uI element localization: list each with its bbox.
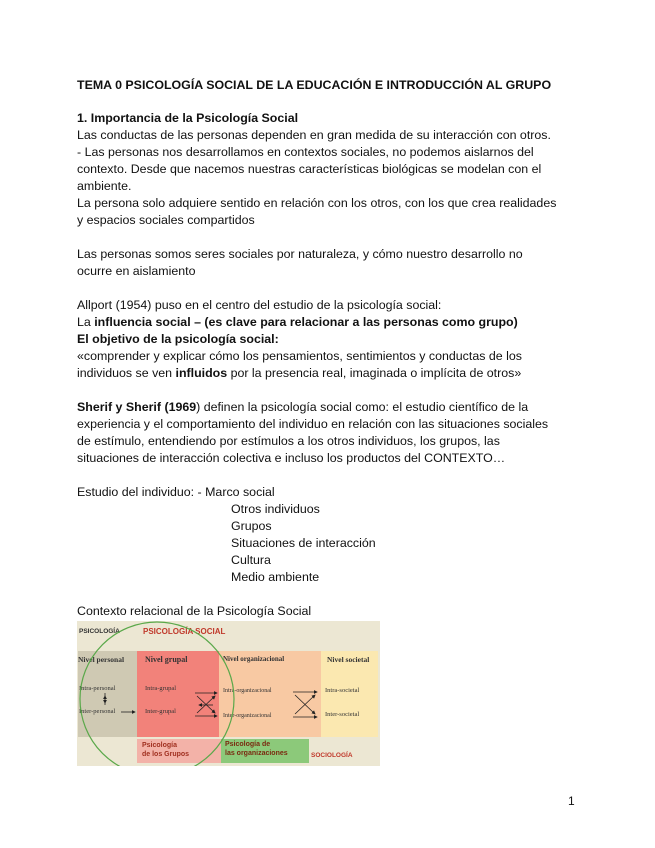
list-item: Cultura — [231, 553, 271, 567]
objective-heading: El objetivo de la psicología social: — [77, 332, 279, 346]
orgs-line1: Psicología de — [225, 741, 271, 748]
influence-bold: influencia social – (es clave para relacionar a las personas como grupo) — [94, 315, 518, 329]
list-item: Otros individuos — [231, 502, 320, 516]
level-grupal: Nivel grupal — [145, 655, 188, 664]
diagram-overlay — [77, 621, 380, 766]
paragraph-line: ocurre en aislamiento — [77, 264, 196, 278]
label-inter-organizacional: Inter-organizacional — [223, 713, 272, 719]
quote-pre: individuos se ven — [77, 366, 176, 380]
paragraph-line: situaciones de interacción colectiva e incluso los productos del CONTEXTO… — [77, 451, 506, 465]
influence-prefix: La — [77, 315, 95, 329]
orgs-line2: las organizaciones — [225, 750, 288, 757]
list-item: Situaciones de interacción — [231, 536, 376, 550]
label-inter-grupal: Inter-grupal — [145, 708, 176, 715]
quote-bold: influidos — [175, 366, 228, 380]
level-societal: Nivel societal — [327, 655, 370, 664]
label-inter-personal: Inter-personal — [79, 708, 116, 715]
allport-line: Allport (1954) puso en el centro del estudio de la psicología social: — [77, 298, 442, 312]
sherif-line — [77, 399, 528, 416]
label-intra-organizacional: Intra-organizacional — [223, 688, 272, 694]
list-item: Grupos — [231, 519, 272, 533]
paragraph-line: y espacios sociales compartidos — [77, 213, 255, 227]
paragraph-line: contexto. Desde que nacemos nuestras características biológicas se modelan con el — [77, 162, 542, 176]
quote-line — [77, 365, 521, 382]
label-sociologia: SOCIOLOGÍA — [311, 752, 353, 759]
paragraph-line: ambiente. — [77, 179, 132, 193]
label-intra-grupal: Intra-grupal — [145, 685, 177, 692]
figure-caption: Contexto relacional de la Psicología Social — [77, 604, 312, 618]
estudio-label: Estudio del individuo: - Marco social — [77, 485, 275, 499]
list-item: Medio ambiente — [231, 570, 320, 584]
paragraph-line: Las conductas de las personas dependen en gran medida de su interacción con otros. — [77, 128, 551, 142]
quote-post: por la presencia real, imaginada o implícita de otros» — [227, 366, 522, 380]
label-inter-societal: Inter-societal — [325, 711, 360, 718]
grupos-line1: Psicología — [142, 742, 178, 749]
label-psicologia-social: PSICOLOGÍA SOCIAL — [143, 627, 226, 636]
sherif-rest: ) definen la psicología social como: el estudio científico de la — [196, 400, 529, 414]
paragraph-line: La persona solo adquiere sentido en relación con los otros, con los que crea realidades — [77, 196, 557, 210]
level-personal: Nivel personal — [78, 655, 125, 664]
page-number: 1 — [568, 794, 575, 808]
section-heading: 1. Importancia de la Psicología Social — [77, 111, 299, 125]
label-intra-personal: Intra-personal — [79, 685, 116, 692]
label-psicologia: PSICOLOGÍA — [79, 628, 120, 635]
level-organizacional: Nivel organizacional — [223, 655, 285, 663]
paragraph-line: Las personas somos seres sociales por naturaleza, y cómo nuestro desarrollo no — [77, 247, 523, 261]
grupos-line2: de los Grupos — [142, 751, 190, 758]
psychology-context-diagram — [77, 621, 380, 766]
psychology-circle — [80, 622, 234, 766]
paragraph-line: - Las personas nos desarrollamos en contextos sociales, no podemos aislarnos del — [77, 145, 534, 159]
quote-line: «comprender y explicar cómo los pensamientos, sentimientos y conductas de los — [77, 349, 522, 363]
influence-line — [77, 314, 518, 331]
document-title: TEMA 0 PSICOLOGÍA SOCIAL DE LA EDUCACIÓN E INTRODUCCIÓN AL GRUPO — [77, 78, 552, 92]
sherif-bold: Sherif y Sherif (1969 — [77, 400, 197, 414]
paragraph-line: de estímulo, entendiendo por estímulos a los otros individuos, los grupos, las — [77, 434, 500, 448]
paragraph-line: experiencia y el comportamiento del individuo en relación con las situaciones sociales — [77, 417, 549, 431]
label-intra-societal: Intra-societal — [325, 687, 360, 694]
